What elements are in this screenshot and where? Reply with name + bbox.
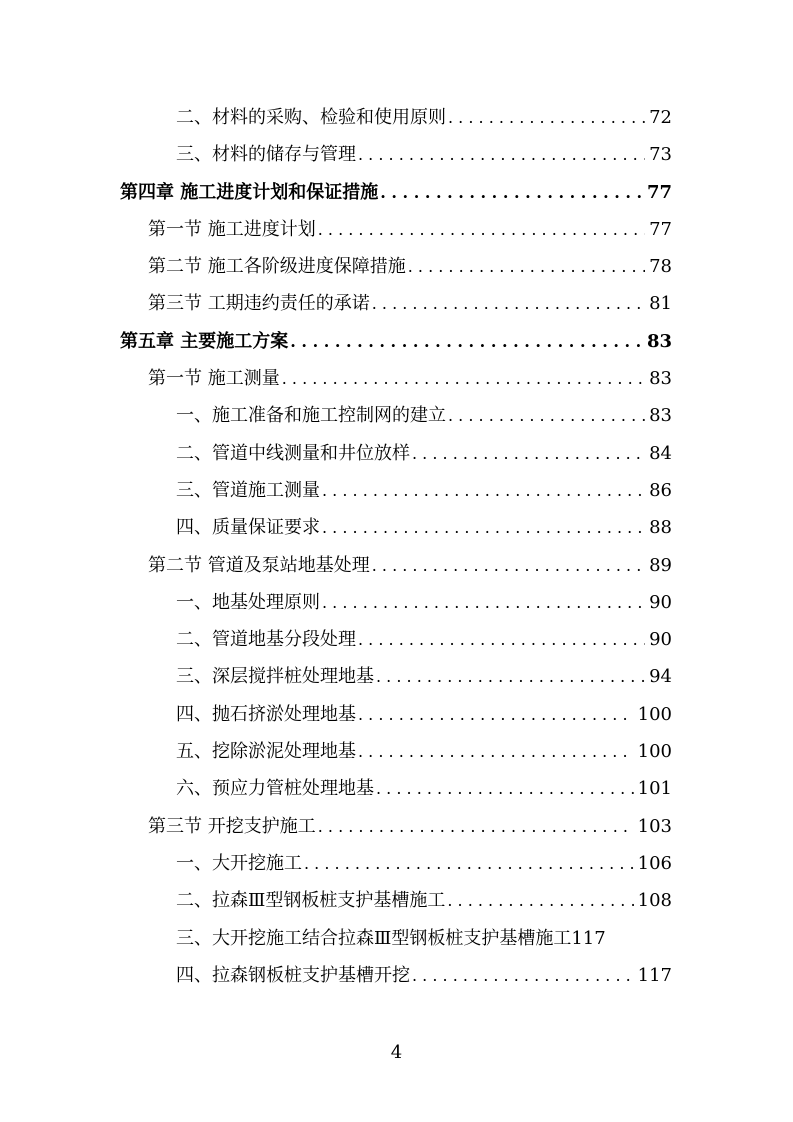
toc-dot-leader (448, 397, 645, 434)
toc-entry-title: 四、拉森钢板桩支护基槽开挖 (176, 964, 410, 986)
toc-entry-page: 77 (646, 181, 672, 203)
toc-entry-page: 100 (637, 741, 672, 763)
toc-entry-page: 72 (649, 107, 672, 128)
toc-subsection-entry[interactable] (120, 397, 672, 434)
toc-entry-title: 三、管道施工测量 (176, 479, 320, 501)
toc-entry-title: 第四章 施工进度计划和保证措施 (120, 181, 379, 203)
toc-entry-page: 84 (649, 442, 672, 464)
toc-entry-title: 一、大开挖施工 (176, 852, 302, 874)
toc-dot-leader (448, 99, 645, 136)
page-number: 4 (390, 1042, 403, 1063)
toc-dot-leader (318, 211, 645, 248)
toc-entry-page: 83 (646, 330, 672, 352)
toc-entry-title: 四、质量保证要求 (176, 517, 320, 539)
toc-dot-leader (304, 845, 634, 882)
toc-entry-page: 73 (649, 144, 672, 166)
toc-dot-leader (412, 435, 645, 472)
toc-dot-leader (358, 696, 634, 733)
toc-subsection-entry[interactable] (120, 472, 672, 509)
toc-entry-page: 83 (649, 405, 672, 427)
table-of-contents (120, 99, 672, 994)
toc-entry-title: 六、预应力管桩处理地基 (176, 778, 374, 800)
toc-entry-title: 二、管道地基分段处理 (176, 629, 356, 651)
toc-entry-title: 三、深层搅拌桩处理地基 (176, 666, 374, 688)
toc-section-entry[interactable] (120, 211, 672, 248)
toc-entry-title: 第五章 主要施工方案 (120, 330, 289, 352)
toc-dot-leader (408, 248, 645, 285)
toc-chapter-entry[interactable] (120, 323, 672, 360)
toc-subsection-entry[interactable] (120, 696, 672, 733)
toc-entry-title: 一、地基处理原则 (176, 591, 320, 613)
toc-subsection-entry[interactable] (120, 136, 672, 173)
toc-section-entry[interactable] (120, 360, 672, 397)
toc-entry-title: 第一节 施工进度计划 (148, 218, 316, 240)
toc-entry-title: 第二节 施工各阶级进度保障措施 (148, 256, 406, 278)
toc-dot-leader (282, 360, 645, 397)
toc-dot-leader (412, 957, 634, 994)
toc-dot-leader (372, 547, 645, 584)
toc-entry-page: 101 (637, 778, 672, 800)
toc-entry-page: 78 (649, 256, 672, 278)
toc-entry-title: 第二节 管道及泵站地基处理 (148, 554, 370, 576)
toc-entry-title: 第一节 施工测量 (148, 368, 280, 390)
toc-subsection-entry[interactable] (120, 770, 672, 807)
toc-entry-title: 第三节 工期违约责任的承诺 (148, 293, 370, 315)
toc-entry-page: 90 (649, 591, 672, 613)
toc-dot-leader (447, 882, 633, 919)
toc-entry-title: 四、抛石挤淤处理地基 (176, 703, 356, 725)
toc-entry-page: 94 (649, 666, 672, 688)
toc-dot-leader (358, 136, 645, 173)
toc-chapter-entry[interactable] (120, 174, 672, 211)
toc-section-entry[interactable] (120, 285, 672, 322)
toc-dot-leader (322, 584, 645, 621)
toc-dot-leader (318, 808, 634, 845)
toc-entry-title: 三、大开挖施工结合拉森Ⅲ型钢板桩支护基槽施工 (176, 927, 572, 949)
toc-subsection-entry[interactable] (120, 920, 672, 957)
toc-dot-leader (290, 323, 643, 360)
toc-entry-page: 103 (637, 815, 672, 837)
toc-dot-leader (380, 174, 643, 211)
toc-subsection-entry[interactable] (120, 99, 672, 136)
toc-subsection-entry[interactable] (120, 957, 672, 994)
toc-subsection-entry[interactable] (120, 435, 672, 472)
toc-entry-page: 106 (637, 852, 672, 874)
toc-entry-page: 117 (571, 927, 606, 949)
toc-dot-leader (372, 285, 645, 322)
toc-entry-page: 89 (649, 554, 672, 576)
toc-dot-leader (376, 770, 634, 807)
toc-entry-page: 100 (637, 703, 672, 725)
toc-dot-leader (358, 621, 645, 658)
toc-dot-leader (358, 733, 634, 770)
toc-entry-title: 一、施工准备和施工控制网的建立 (176, 405, 446, 427)
toc-subsection-entry[interactable] (120, 658, 672, 695)
toc-subsection-entry[interactable] (120, 845, 672, 882)
toc-entry-page: 81 (649, 293, 672, 315)
toc-entry-page: 77 (649, 218, 672, 240)
toc-subsection-entry[interactable] (120, 621, 672, 658)
toc-entry-title: 五、挖除淤泥处理地基 (176, 741, 356, 763)
toc-section-entry[interactable] (120, 547, 672, 584)
toc-entry-page: 108 (637, 890, 672, 912)
toc-subsection-entry[interactable] (120, 733, 672, 770)
toc-entry-page: 88 (649, 517, 672, 539)
toc-entry-title: 二、材料的采购、检验和使用原则 (176, 107, 446, 128)
toc-entry-title: 三、材料的储存与管理 (176, 144, 356, 166)
toc-entry-title: 二、管道中线测量和井位放样 (176, 442, 410, 464)
toc-entry-title: 二、拉森Ⅲ型钢板桩支护基槽施工 (176, 890, 446, 912)
toc-subsection-entry[interactable] (120, 584, 672, 621)
toc-section-entry[interactable] (120, 248, 672, 285)
toc-entry-page: 83 (649, 368, 672, 390)
toc-entry-page: 117 (637, 964, 672, 986)
toc-dot-leader (376, 658, 645, 695)
toc-dot-leader (322, 472, 645, 509)
toc-entry-title: 第三节 开挖支护施工 (148, 815, 316, 837)
toc-entry-page: 90 (649, 629, 672, 651)
toc-section-entry[interactable] (120, 808, 672, 845)
toc-subsection-entry[interactable] (120, 882, 672, 919)
toc-entry-page: 86 (649, 479, 672, 501)
toc-dot-leader (322, 509, 645, 546)
toc-subsection-entry[interactable] (120, 509, 672, 546)
